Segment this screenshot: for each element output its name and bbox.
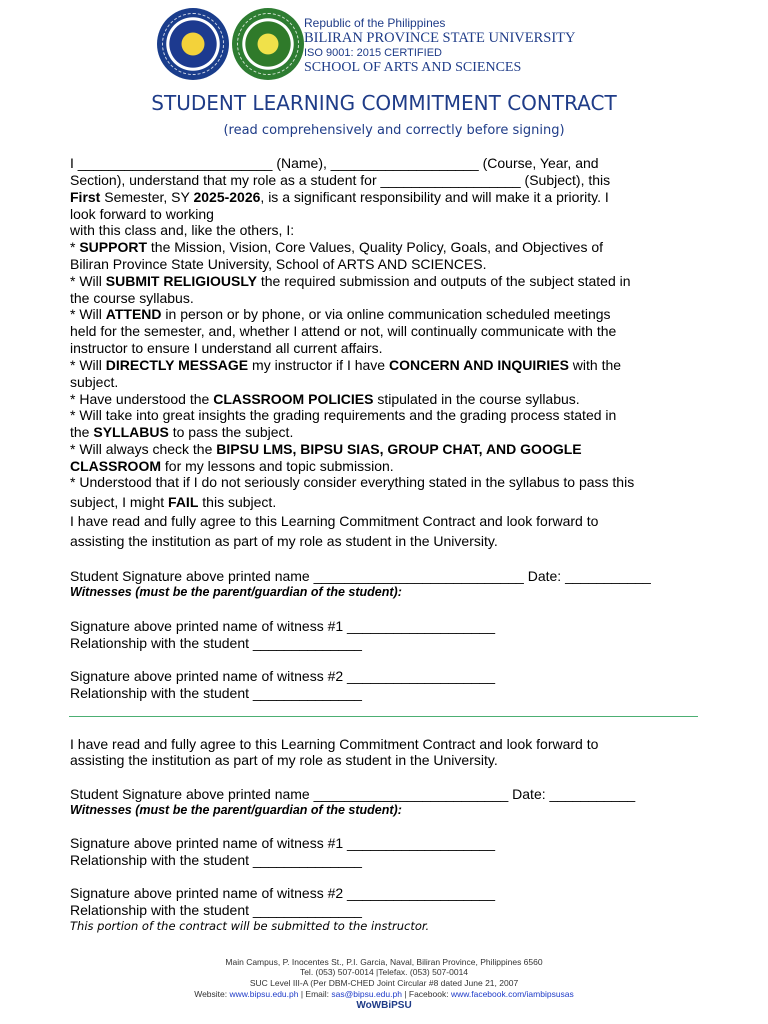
page-subtitle: (read comprehensively and correctly before signing) (223, 123, 565, 138)
body-line: with this class and, like the others, I: (70, 222, 295, 238)
footer-contacts: Website: www.bipsu.edu.ph | Email: sas@bipsu.edu.ph | Facebook: www.facebook.com/iambipsusas (194, 989, 574, 999)
commitment-item: the course syllabus. (70, 290, 194, 306)
witness-1-relationship-line: Relationship with the student ______________ (70, 635, 362, 651)
website-link[interactable]: www.bipsu.edu.ph (229, 989, 299, 999)
commitment-item: instructor to ensure I understand all current affairs. (70, 340, 383, 356)
footer-phone: Tel. (053) 507-0014 |Telefax. (053) 507-0014 (299, 967, 469, 977)
header-university: BILIRAN PROVINCE STATE UNIVERSITY (304, 30, 576, 46)
agreement-text: assisting the institution as part of my role as student in the University. (70, 533, 498, 549)
commitment-item: Biliran Province State University, School of ARTS AND SCIENCES. (70, 256, 487, 272)
commitment-item: * Will SUBMIT RELIGIOUSLY the required submission and outputs of the subject stated in (70, 273, 631, 289)
commitment-item: subject, I might FAIL this subject. (70, 494, 277, 510)
commitment-item: subject. (70, 374, 119, 390)
commitment-item: * Will take into great insights the grading requirements and the grading process stated in (70, 407, 617, 423)
footer-address: Main Campus, P. Inocentes St., P.I. Garcia, Naval, Biliran Province, Philippines 6560 (225, 957, 543, 967)
bipsu-seal-icon (157, 8, 229, 80)
student-signature-line: Student Signature above printed name ___________________________ Date: ___________ (70, 568, 651, 584)
agreement-text: I have read and fully agree to this Learning Commitment Contract and look forward to (70, 513, 599, 529)
body-line: First Semester, SY 2025-2026, is a significant responsibility and will make it a priority. I (70, 189, 609, 205)
commitment-item: * Will always check the BIPSU LMS, BIPSU SIAS, GROUP CHAT, AND GOOGLE (70, 441, 582, 457)
header-republic: Republic of the Philippines (304, 16, 446, 30)
footer-brand: WoWBiPSU (356, 1000, 412, 1011)
school-arts-sciences-seal-icon (232, 8, 304, 80)
commitment-item: * Understood that if I do not seriously consider everything stated in the syllabus to pass this (70, 474, 635, 490)
body-line: Section), understand that my role as a student for __________________ (Subject), this (70, 172, 611, 188)
witnesses-heading: Witnesses (must be the parent/guardian of the student): (70, 803, 402, 817)
page-title: STUDENT LEARNING COMMITMENT CONTRACT (151, 91, 617, 115)
commitment-item: CLASSROOM for my lessons and topic submission. (70, 458, 394, 474)
witness-1-relationship-line: Relationship with the student ______________ (70, 852, 362, 868)
header-iso: ISO 9001: 2015 CERTIFIED (304, 47, 442, 59)
witness-1-signature-line: Signature above printed name of witness #1 ___________________ (70, 618, 495, 634)
agreement-text: assisting the institution as part of my role as student in the University. (70, 752, 498, 768)
body-line: look forward to working (70, 206, 214, 222)
witness-2-relationship-line: Relationship with the student ______________ (70, 902, 362, 918)
witness-2-signature-line: Signature above printed name of witness #2 ___________________ (70, 885, 495, 901)
body-line: I _________________________ (Name), ___________________ (Course, Year, and (70, 155, 599, 171)
footer-suc-level: SUC Level III-A (Per DBM-CHED Joint Circular #8 dated June 21, 2007 (249, 978, 519, 988)
email-link[interactable]: sas@bipsu.edu.ph (331, 989, 402, 999)
agreement-text: I have read and fully agree to this Learning Commitment Contract and look forward to (70, 736, 599, 752)
commitment-item: * Will ATTEND in person or by phone, or via online communication scheduled meetings (70, 306, 611, 322)
witness-2-signature-line: Signature above printed name of witness #2 ___________________ (70, 668, 495, 684)
header-school: SCHOOL OF ARTS AND SCIENCES (304, 60, 522, 75)
commitment-item: the SYLLABUS to pass the subject. (70, 424, 294, 440)
commitment-item: * Have understood the CLASSROOM POLICIES stipulated in the course syllabus. (70, 391, 580, 407)
witness-1-signature-line: Signature above printed name of witness #1 ___________________ (70, 835, 495, 851)
section-divider (69, 716, 698, 717)
witness-2-relationship-line: Relationship with the student ______________ (70, 685, 362, 701)
student-signature-line: Student Signature above printed name _________________________ Date: ___________ (70, 786, 636, 802)
commitment-item: * SUPPORT the Mission, Vision, Core Values, Quality Policy, Goals, and Objectives of (70, 239, 604, 255)
commitment-item: * Will DIRECTLY MESSAGE my instructor if I have CONCERN AND INQUIRIES with the (70, 357, 622, 373)
witnesses-heading: Witnesses (must be the parent/guardian of the student): (70, 585, 402, 599)
facebook-link[interactable]: www.facebook.com/iambipsusas (450, 989, 574, 999)
commitment-item: held for the semester, and, whether I attend or not, will continually communicate with the (70, 323, 617, 339)
submission-note: This portion of the contract will be submitted to the instructor. (70, 919, 430, 933)
